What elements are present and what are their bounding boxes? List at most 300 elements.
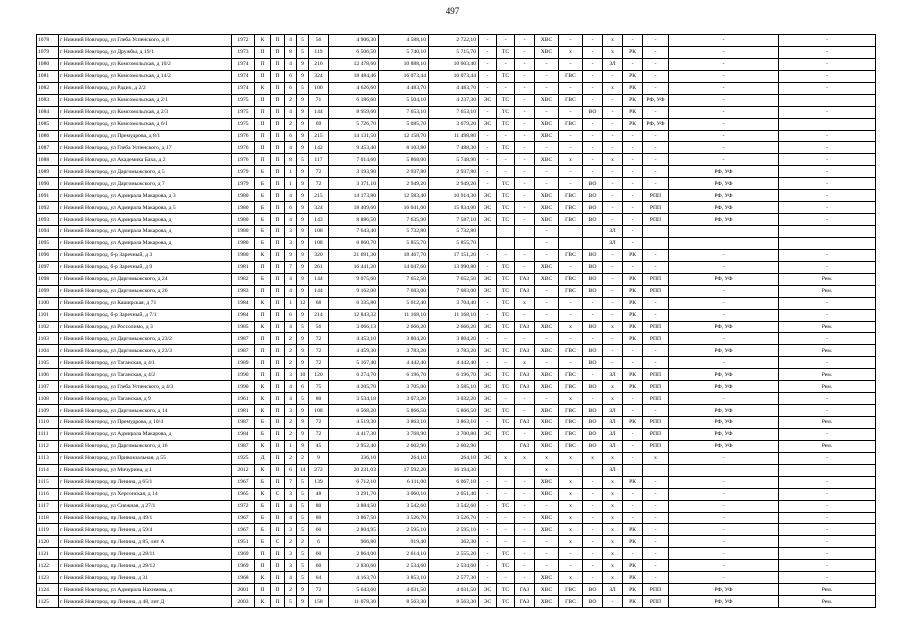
cell-repair-note: Рем. — [779, 381, 876, 393]
cell-roof-facade-works: - — [669, 130, 779, 142]
cell-year-built: 1974 — [232, 70, 255, 82]
cell-row-number: 1082 — [37, 82, 59, 94]
cell-roof-facade-works: - — [669, 261, 779, 273]
cell-repair-note: - — [779, 393, 876, 405]
cell-wall-material: К — [255, 249, 271, 261]
cell-total-area: 6 186,60 — [329, 94, 379, 106]
cell-heating-type: х — [603, 46, 623, 58]
cell-roof-facade-works: - — [669, 309, 779, 321]
cell-roof-facade-works: РФ, УФ — [669, 178, 779, 190]
cell-row-number: 1109 — [37, 405, 59, 417]
cell-facade-repair: - — [643, 572, 669, 584]
table-row — [37, 333, 876, 345]
cell-roof-repair: - — [623, 142, 643, 154]
cell-address: г Нижний Новгород, ул Таганская, д 4/2 — [59, 369, 232, 381]
cell-wall-material: П — [255, 142, 271, 154]
cell-apartments: 68 — [309, 297, 329, 309]
cell-total-area: 4 163,70 — [329, 572, 379, 584]
cell-apartments: 6 — [309, 536, 329, 548]
cell-hot-water: - — [559, 261, 583, 273]
cell-wall-material: К — [255, 393, 271, 405]
table-row — [37, 249, 876, 261]
cell-apartments: 48 — [309, 488, 329, 500]
cell-roof-repair: - — [623, 512, 643, 524]
cell-heating-type: ЗЛ — [603, 58, 623, 70]
cell-roof-repair: РК — [623, 476, 643, 488]
cell-roof-facade-works: - — [669, 46, 779, 58]
cell-facade-repair: - — [643, 405, 669, 417]
cell-total-area: 6 712,10 — [329, 476, 379, 488]
cell-residential-area: 2 534,60 — [379, 560, 429, 572]
cell-sewerage: ВО — [583, 261, 603, 273]
cell-sewerage: - — [583, 572, 603, 584]
table-row — [37, 309, 876, 321]
cell-heating: - — [497, 333, 515, 345]
cell-year-built: 1984 — [232, 428, 255, 440]
cell-entrances: 1 — [285, 297, 297, 309]
cell-residential-area: 5 855,70 — [379, 237, 429, 249]
cell-wall-material: Б — [255, 190, 271, 202]
cell-project-type: П — [271, 381, 285, 393]
cell-roof-repair: РК — [623, 309, 643, 321]
cell-apartments: 324 — [309, 202, 329, 214]
cell-sewerage: ВО — [583, 381, 603, 393]
cell-roof-facade-works: - — [669, 142, 779, 154]
cell-wall-material: К — [255, 82, 271, 94]
cell-residential-area: 3 853,10 — [379, 572, 429, 584]
cell-total-area: 3 066,13 — [329, 321, 379, 333]
cell-hot-water: ГВС — [559, 214, 583, 226]
cell-entrances: 3 — [285, 226, 297, 238]
cell-facade-repair: РПП — [643, 428, 669, 440]
cell-apartments: 9 — [309, 452, 329, 464]
cell-wall-material: П — [255, 46, 271, 58]
cell-floors: 9 — [297, 417, 309, 429]
cell-apartments: 80 — [309, 512, 329, 524]
cell-heating: ТС — [497, 500, 515, 512]
cell-roof-repair: РК — [623, 46, 643, 58]
cell-residential-area: 5 868,00 — [379, 154, 429, 166]
cell-electricity: ЭС — [479, 118, 497, 130]
cell-apartments: 144 — [309, 106, 329, 118]
cell-private-area: 7 683,00 — [429, 285, 479, 297]
cell-wall-material: П — [255, 309, 271, 321]
cell-row-number: 1098 — [37, 273, 59, 285]
cell-cold-water: ХВС — [535, 94, 559, 106]
cell-repair-note: - — [779, 560, 876, 572]
cell-floors: 2 — [297, 536, 309, 548]
cell-total-area: 12 478,60 — [329, 58, 379, 70]
cell-year-built: 1987 — [232, 417, 255, 429]
cell-sewerage: - — [583, 512, 603, 524]
cell-roof-repair: - — [623, 35, 643, 47]
table-row — [37, 118, 876, 130]
cell-floors: 9 — [297, 226, 309, 238]
cell-residential-area: 17 592,20 — [379, 464, 429, 476]
cell-wall-material: П — [255, 560, 271, 572]
cell-facade-repair: - — [643, 357, 669, 369]
cell-project-type: П — [271, 369, 285, 381]
cell-repair-note: - — [779, 524, 876, 536]
cell-private-area: 7 653,10 — [429, 106, 479, 118]
cell-entrances: 1 — [285, 178, 297, 190]
cell-address: г Нижний Новгород, ул Каширская, д 71 — [59, 297, 232, 309]
cell-project-type: П — [271, 82, 285, 94]
cell-hot-water: х — [559, 476, 583, 488]
cell-roof-facade-works: - — [669, 106, 779, 118]
cell-facade-repair: - — [643, 178, 669, 190]
cell-electricity: - — [479, 536, 497, 548]
cell-total-area: 4 626,60 — [329, 82, 379, 94]
cell-apartments: 108 — [309, 405, 329, 417]
cell-roof-facade-works: РФ, УФ — [669, 190, 779, 202]
cell-project-type: П — [271, 440, 285, 452]
cell-heating: х — [497, 452, 515, 464]
cell-sewerage: - — [583, 548, 603, 560]
cell-floors: 9 — [297, 190, 309, 202]
cell-entrances: 6 — [285, 309, 297, 321]
cell-project-type: П — [271, 154, 285, 166]
cell-heating — [497, 226, 515, 238]
cell-heating: ТС — [497, 273, 515, 285]
cell-heating: ТС — [497, 106, 515, 118]
cell-address: г Нижний Новгород, б-р Заречный, д 9 — [59, 261, 232, 273]
cell-roof-repair: РК — [623, 536, 643, 548]
cell-total-area: 9 162,00 — [329, 285, 379, 297]
cell-electricity: - — [479, 46, 497, 58]
cell-address: г Нижний Новгород, пр Ленина, д 28/11 — [59, 548, 232, 560]
cell-residential-area: 10 888,10 — [379, 58, 429, 70]
cell-roof-facade-works: РФ, УФ — [669, 202, 779, 214]
cell-apartments: 272 — [309, 464, 329, 476]
cell-hot-water: - — [559, 548, 583, 560]
cell-roof-facade-works: РФ, УФ — [669, 596, 779, 608]
cell-address: г Нижний Новгород, пр Ленина, д 49/1 — [59, 512, 232, 524]
cell-repair-note: - — [779, 405, 876, 417]
cell-entrances: 2 — [285, 333, 297, 345]
cell-roof-facade-works: - — [669, 536, 779, 548]
cell-residential-area: 4 031,50 — [379, 584, 429, 596]
cell-address: г Нижний Новгород, пр Ленина, д 48, лит Д — [59, 596, 232, 608]
cell-roof-repair: РК — [623, 560, 643, 572]
cell-heating-type: ЗЛ — [603, 464, 623, 476]
table-row — [37, 393, 876, 405]
cell-cold-water: - — [535, 309, 559, 321]
cell-electricity: ЭС — [479, 428, 497, 440]
cell-facade-repair: - — [643, 536, 669, 548]
cell-heating-type: - — [603, 106, 623, 118]
cell-sewerage: - — [583, 476, 603, 488]
cell-residential-area: 6 111,00 — [379, 476, 429, 488]
cell-private-area: 17 151,20 — [429, 249, 479, 261]
cell-sewerage: - — [583, 369, 603, 381]
cell-apartments: 72 — [309, 428, 329, 440]
cell-private-area: 2 602,90 — [429, 440, 479, 452]
cell-apartments: 108 — [309, 237, 329, 249]
cell-gas: - — [515, 488, 535, 500]
cell-sewerage: - — [583, 94, 603, 106]
cell-repair-note: - — [779, 70, 876, 82]
cell-sewerage: ВО — [583, 405, 603, 417]
cell-hot-water — [559, 237, 583, 249]
cell-row-number: 1110 — [37, 417, 59, 429]
cell-row-number: 1088 — [37, 154, 59, 166]
cell-private-area: 5 715,70 — [429, 46, 479, 58]
cell-repair-note: - — [779, 154, 876, 166]
cell-entrances: 2 — [285, 357, 297, 369]
cell-facade-repair: РПП — [643, 369, 669, 381]
cell-apartments: 60 — [309, 548, 329, 560]
cell-heating: - — [497, 524, 515, 536]
cell-sewerage: ВО — [583, 214, 603, 226]
cell-project-type: П — [271, 417, 285, 429]
cell-facade-repair — [643, 237, 669, 249]
cell-roof-facade-works: - — [669, 357, 779, 369]
cell-electricity: - — [479, 58, 497, 70]
cell-project-type: П — [271, 166, 285, 178]
cell-facade-repair: РПП — [643, 596, 669, 608]
cell-cold-water: - — [535, 560, 559, 572]
cell-facade-repair: - — [643, 548, 669, 560]
cell-facade-repair: - — [643, 142, 669, 154]
cell-gas: - — [515, 405, 535, 417]
cell-entrances: 4 — [285, 393, 297, 405]
table-row — [37, 297, 876, 309]
cell-apartments: 75 — [309, 381, 329, 393]
cell-total-area: 2 952,40 — [329, 440, 379, 452]
cell-cold-water: - — [535, 178, 559, 190]
cell-sewerage: ВО — [583, 285, 603, 297]
cell-project-type: П — [271, 249, 285, 261]
cell-address: г Нижний Новгород, б-р Заречный, д 3 — [59, 249, 232, 261]
cell-year-built: 1968 — [232, 572, 255, 584]
cell-cold-water: - — [535, 297, 559, 309]
table-row — [37, 572, 876, 584]
cell-heating: - — [497, 572, 515, 584]
cell-repair-note: Рем. — [779, 417, 876, 429]
cell-project-type: П — [271, 94, 285, 106]
cell-heating-type: - — [603, 249, 623, 261]
cell-apartments: 100 — [309, 82, 329, 94]
cell-heating: - — [497, 58, 515, 70]
cell-gas: - — [515, 393, 535, 405]
cell-wall-material: К — [255, 596, 271, 608]
cell-entrances: 7 — [285, 261, 297, 273]
cell-facade-repair: - — [643, 58, 669, 70]
cell-total-area: 7 014,60 — [329, 154, 379, 166]
cell-cold-water: - — [535, 58, 559, 70]
cell-repair-note: Рем. — [779, 285, 876, 297]
cell-year-built: 1984 — [232, 309, 255, 321]
cell-wall-material: К — [255, 297, 271, 309]
cell-entrances: 3 — [285, 488, 297, 500]
cell-total-area: 18 484,46 — [329, 70, 379, 82]
cell-facade-repair: - — [643, 560, 669, 572]
cell-apartments: 142 — [309, 142, 329, 154]
table-row — [37, 321, 876, 333]
cell-floors: 9 — [297, 261, 309, 273]
cell-electricity: - — [479, 166, 497, 178]
cell-cold-water: ХВС — [535, 488, 559, 500]
cell-entrances: 2 — [285, 584, 297, 596]
cell-row-number: 1097 — [37, 261, 59, 273]
cell-address: г Нижний Новгород, ул Даргомыжского, д 23/3 — [59, 345, 232, 357]
cell-residential-area: 2 602,90 — [379, 440, 429, 452]
cell-year-built: 1979 — [232, 166, 255, 178]
cell-cold-water: ХВС — [535, 261, 559, 273]
cell-address: г Нижний Новгород, ул Комсомольская, д 2/1 — [59, 94, 232, 106]
cell-hot-water — [559, 226, 583, 238]
cell-facade-repair: - — [643, 46, 669, 58]
cell-sewerage: - — [583, 488, 603, 500]
cell-heating-type: ЗЛ — [603, 405, 623, 417]
cell-heating-type: ЗЛ — [603, 226, 623, 238]
cell-roof-repair: РК — [623, 417, 643, 429]
cell-hot-water: ГВС — [559, 417, 583, 429]
cell-electricity: - — [479, 476, 497, 488]
cell-hot-water: ГВС — [559, 202, 583, 214]
cell-residential-area: 3 073,20 — [379, 393, 429, 405]
cell-electricity: - — [479, 333, 497, 345]
cell-residential-area: 16 041,00 — [379, 202, 429, 214]
cell-private-area: 8 563,30 — [429, 596, 479, 608]
cell-cold-water: - — [535, 82, 559, 94]
cell-hot-water: х — [559, 488, 583, 500]
cell-sewerage: ВО — [583, 178, 603, 190]
cell-entrances: 2 — [285, 452, 297, 464]
cell-electricity: ЭС — [479, 214, 497, 226]
cell-floors: 9 — [297, 309, 309, 321]
cell-row-number: 1115 — [37, 476, 59, 488]
cell-project-type: П — [271, 596, 285, 608]
cell-address: г Нижний Новгород, пр Ленина, д 65/1 — [59, 476, 232, 488]
cell-floors: 14 — [297, 464, 309, 476]
table-row — [37, 190, 876, 202]
cell-repair-note: - — [779, 142, 876, 154]
cell-heating: ТС — [497, 190, 515, 202]
cell-heating-type: - — [603, 357, 623, 369]
cell-roof-facade-works: - — [669, 297, 779, 309]
cell-total-area: 21 691,30 — [329, 249, 379, 261]
cell-wall-material: К — [255, 381, 271, 393]
cell-address: г Нижний Новгород, ул Даргомыжского, д 23/2 — [59, 333, 232, 345]
cell-roof-repair: - — [623, 548, 643, 560]
cell-address: г Нижний Новгород, пр Ленина, д 31 — [59, 572, 232, 584]
cell-private-area: 13 990,80 — [429, 261, 479, 273]
cell-apartments: 71 — [309, 94, 329, 106]
cell-residential-area: 5 085,70 — [379, 118, 429, 130]
cell-project-type: П — [271, 190, 285, 202]
cell-electricity: - — [479, 178, 497, 190]
cell-apartments: 144 — [309, 273, 329, 285]
cell-sewerage — [583, 237, 603, 249]
cell-wall-material: Б — [255, 273, 271, 285]
table-row — [37, 428, 876, 440]
cell-gas: - — [515, 500, 535, 512]
cell-wall-material: Д — [255, 452, 271, 464]
cell-gas: - — [515, 190, 535, 202]
cell-residential-area: 3 060,10 — [379, 488, 429, 500]
cell-wall-material: П — [255, 369, 271, 381]
cell-row-number: 1092 — [37, 202, 59, 214]
cell-heating — [497, 464, 515, 476]
cell-roof-repair: РК — [623, 94, 643, 106]
cell-entrances: 6 — [285, 130, 297, 142]
cell-entrances: 2 — [285, 345, 297, 357]
cell-residential-area: 5 732,80 — [379, 226, 429, 238]
cell-heating-type: - — [603, 273, 623, 285]
cell-gas: - — [515, 82, 535, 94]
cell-year-built: 1975 — [232, 94, 255, 106]
cell-heating-type: х — [603, 452, 623, 464]
cell-gas: ГАЗ — [515, 381, 535, 393]
cell-heating-type: ЗЛ — [603, 584, 623, 596]
table-row — [37, 357, 876, 369]
cell-address: г Нижний Новгород, ул Адмирала Макарова, д 5 — [59, 202, 232, 214]
cell-floors: 6 — [297, 381, 309, 393]
cell-sewerage: ВО — [583, 202, 603, 214]
cell-cold-water: ХВС — [535, 428, 559, 440]
cell-electricity: - — [479, 130, 497, 142]
cell-floors: 5 — [297, 35, 309, 47]
cell-facade-repair: РПП — [643, 393, 669, 405]
cell-wall-material: П — [255, 333, 271, 345]
cell-apartments: 72 — [309, 357, 329, 369]
cell-heating-type: х — [603, 524, 623, 536]
cell-row-number: 1086 — [37, 130, 59, 142]
cell-repair-note: - — [779, 548, 876, 560]
cell-gas: - — [515, 178, 535, 190]
cell-heating: ТС — [497, 178, 515, 190]
cell-gas: - — [515, 166, 535, 178]
cell-year-built: 1974 — [232, 82, 255, 94]
cell-hot-water: - — [559, 178, 583, 190]
cell-year-built: 1990 — [232, 381, 255, 393]
cell-roof-facade-works: РФ, УФ — [669, 417, 779, 429]
cell-residential-area: 3 783,20 — [379, 345, 429, 357]
cell-total-area: 6 506,50 — [329, 46, 379, 58]
cell-private-area: 2 534,60 — [429, 560, 479, 572]
cell-floors: 9 — [297, 118, 309, 130]
cell-floors: 9 — [297, 142, 309, 154]
cell-project-type: П — [271, 476, 285, 488]
cell-roof-repair: - — [623, 345, 643, 357]
cell-year-built: 1984 — [232, 297, 255, 309]
cell-sewerage: - — [583, 154, 603, 166]
cell-cold-water: ХВС — [535, 476, 559, 488]
cell-hot-water: ГВС — [559, 440, 583, 452]
cell-residential-area: 919,40 — [379, 536, 429, 548]
cell-cold-water: ХВС — [535, 46, 559, 58]
cell-hot-water: х — [559, 536, 583, 548]
cell-apartments: 60 — [309, 524, 329, 536]
cell-row-number: 1123 — [37, 572, 59, 584]
cell-residential-area: 11 168,10 — [379, 309, 429, 321]
cell-row-number: 1094 — [37, 226, 59, 238]
cell-gas: - — [515, 249, 535, 261]
cell-repair-note: Рем. — [779, 369, 876, 381]
cell-residential-area: 14 047,60 — [379, 261, 429, 273]
cell-private-area: 4 442,40 — [429, 357, 479, 369]
cell-heating: ТС — [497, 405, 515, 417]
cell-row-number: 1083 — [37, 94, 59, 106]
cell-sewerage: ВО — [583, 357, 603, 369]
cell-facade-repair: РФ, УФ — [643, 118, 669, 130]
cell-residential-area: 4 442,40 — [379, 357, 429, 369]
cell-wall-material: К — [255, 488, 271, 500]
cell-electricity: - — [479, 357, 497, 369]
cell-hot-water: - — [559, 82, 583, 94]
